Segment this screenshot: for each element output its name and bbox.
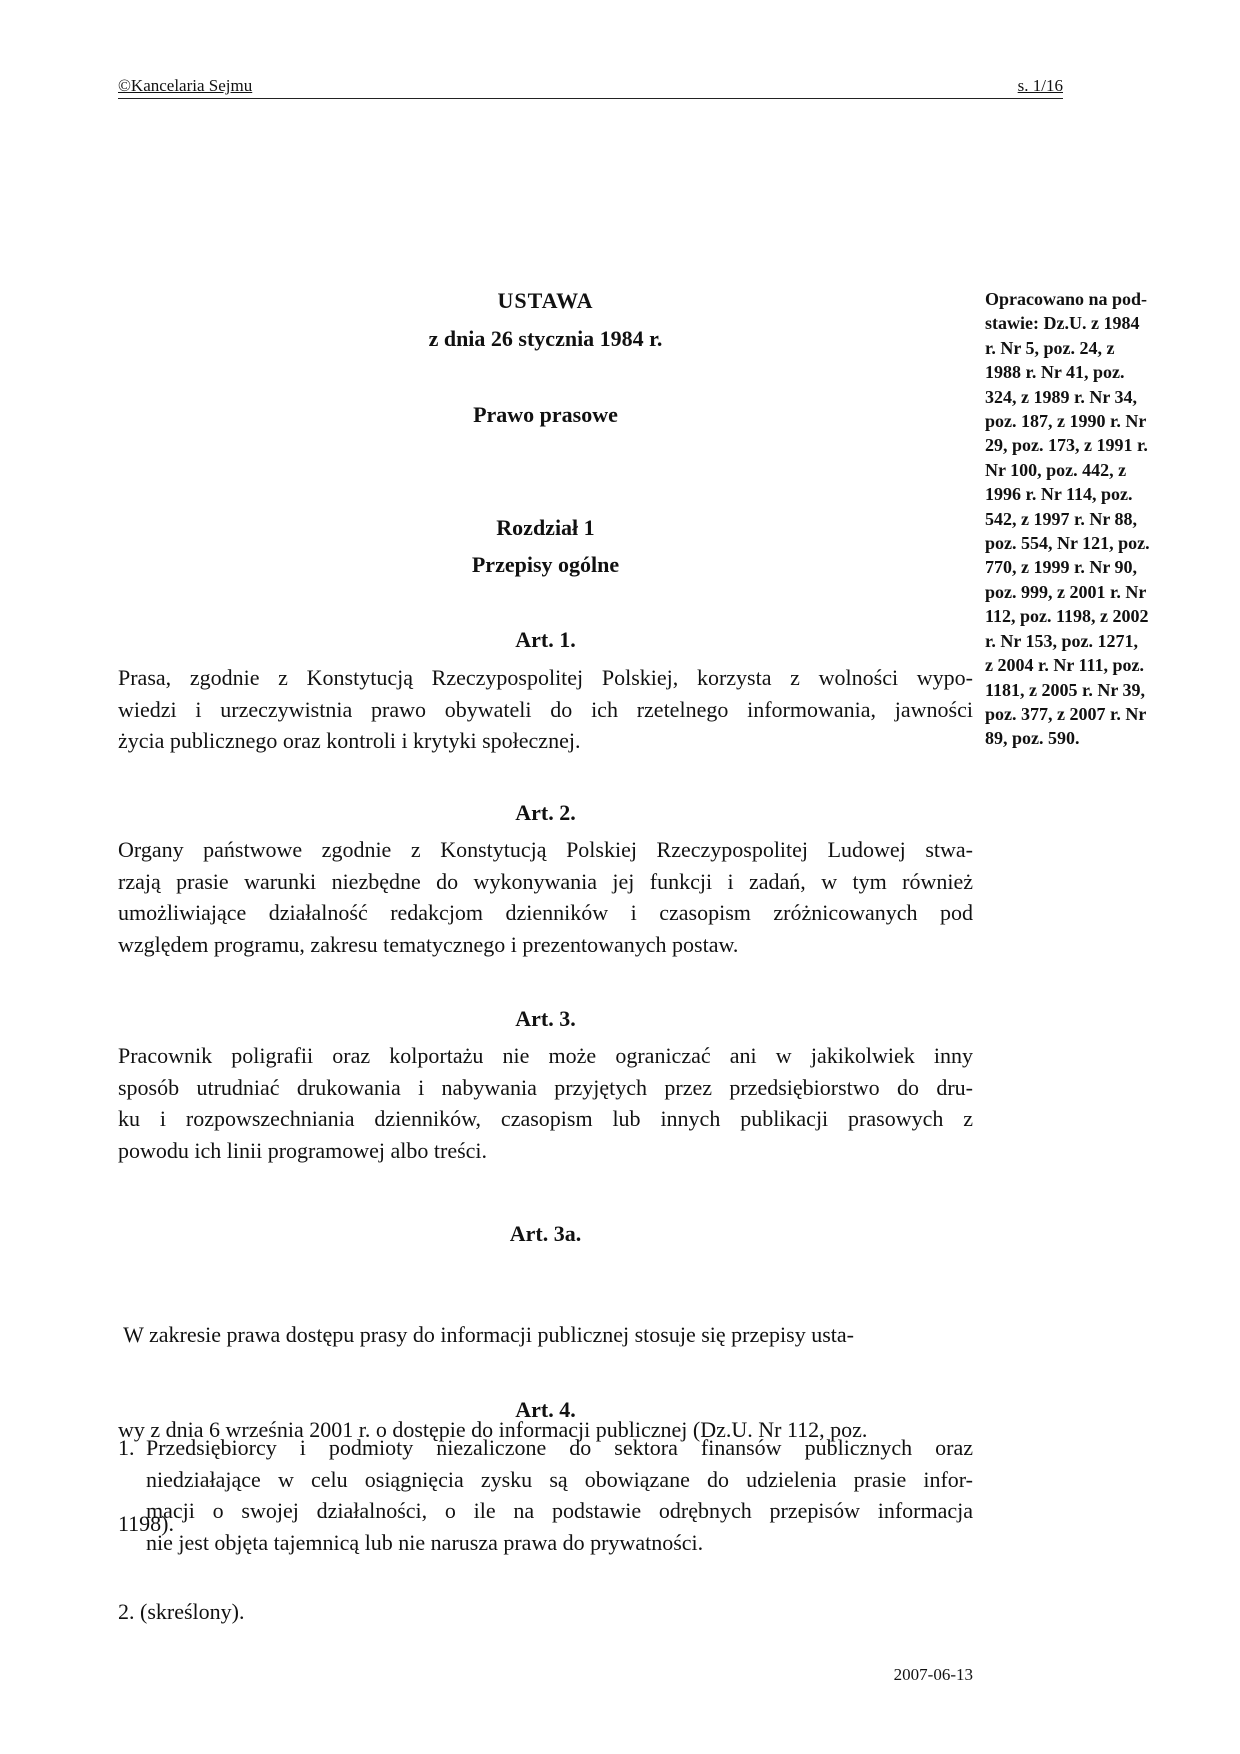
text-line: Przedsiębiorcy i podmioty niezaliczone do sektora finansów publicznych oraz (146, 1435, 973, 1460)
sidenote-line: 1988 r. Nr 41, poz. (985, 362, 1125, 383)
sidenote-line: 1996 r. Nr 114, poz. (985, 484, 1133, 505)
text-line: Organy państwowe zgodnie z Konstytucją Polskiej Rzeczypospolitej Ludowej stwa- (118, 837, 973, 862)
page-header (118, 74, 1063, 99)
page-number: s. 1/16 (1017, 76, 1063, 95)
act-date-heading: z dnia 26 stycznia 1984 r. (428, 326, 663, 351)
text-line: W zakresie prawa dostępu prasy do informacji publicznej stosuje się przepisy usta- (118, 1322, 854, 1347)
text-line: rzają prasie warunki niezbędne do wykonywania jej funkcji i zadań, w tym również (118, 868, 973, 894)
sidenote-line: 770, z 1999 r. Nr 90, (985, 557, 1137, 578)
text-line: ku i rozpowszechniania dzienników, czasopism lub innych publikacji prasowych z (118, 1106, 973, 1131)
item-number: 1. (118, 1435, 135, 1460)
text-line: Pracownik poligrafii oraz kolportażu nie może ograniczać ani w jakikolwiek inny (118, 1043, 973, 1068)
text-line: niedziałające w celu osiągnięcia zysku są obowiązane do udzielenia prasie infor- (146, 1466, 973, 1492)
text-line: nie jest objęta tajemnicą lub nie narusza prawa do prywatności. (146, 1529, 704, 1555)
article-1-text (118, 662, 973, 757)
text-line: względem programu, zakresu tematycznego i prezentowanych postaw. (118, 931, 739, 957)
article-2-heading: Art. 2. (515, 800, 576, 825)
sidenote-line: r. Nr 5, poz. 24, z (985, 337, 1115, 358)
article-3a-heading: Art. 3a. (509, 1221, 582, 1246)
sidenote-line: r. Nr 153, poz. 1271, (985, 630, 1138, 651)
source-sidenote (985, 287, 1185, 751)
sidenote-line: 29, poz. 173, z 1991 r. (985, 435, 1148, 456)
article-4-item-2: 2. (skreślony). (118, 1599, 245, 1624)
sidenote-line: 89, poz. 590. (985, 728, 1080, 749)
act-type-heading: USTAWA (497, 288, 594, 313)
sidenote-line: Opracowano na pod- (985, 289, 1148, 309)
sidenote-line: z 2004 r. Nr 111, poz. (985, 655, 1145, 676)
copyright-label: ©Kancelaria Sejmu (118, 76, 253, 95)
article-1-heading: Art. 1. (515, 627, 576, 652)
article-2-text (118, 834, 973, 960)
article-3-text (118, 1040, 973, 1166)
sidenote-line: 1181, z 2005 r. Nr 39, (985, 679, 1145, 700)
article-3-heading: Art. 3. (515, 1006, 576, 1031)
article-4-heading: Art. 4. (515, 1397, 576, 1422)
chapter-heading: Rozdział 1 (496, 515, 595, 540)
sidenote-line: stawie: Dz.U. z 1984 (985, 313, 1140, 334)
sidenote-line: poz. 999, z 2001 r. Nr (985, 581, 1147, 602)
text-line: wiedzi i urzeczywistnia prawo obywateli do ich rzetelnego informowania, jawności (118, 696, 973, 722)
sidenote-line: poz. 187, z 1990 r. Nr (985, 411, 1147, 432)
sidenote-line: poz. 554, Nr 121, poz. (985, 533, 1150, 554)
act-name-heading: Prawo prasowe (473, 402, 618, 427)
sidenote-line: Nr 100, poz. 442, z (985, 459, 1127, 480)
text-line: życia publicznego oraz kontroli i krytyki społecznej. (118, 728, 581, 753)
chapter-title-heading: Przepisy ogólne (471, 552, 620, 577)
text-line: powodu ich linii programowej albo treści. (118, 1137, 488, 1163)
sidenote-line: 542, z 1997 r. Nr 88, (985, 508, 1137, 529)
sidenote-line: 324, z 1989 r. Nr 34, (985, 386, 1137, 407)
text-line: 1198). (118, 1511, 175, 1536)
document-date: 2007-06-13 (893, 1665, 973, 1684)
text-line: Prasa, zgodnie z Konstytucją Rzeczypospolitej Polskiej, korzysta z wolności wypo- (118, 665, 973, 690)
sidenote-line: poz. 377, z 2007 r. Nr (985, 703, 1147, 724)
text-line: wy z dnia 6 września 2001 r. o dostępie do informacji publicznej (Dz.U. Nr 112, poz. (118, 1416, 868, 1442)
text-line: macji o swojej działalności, o ile na podstawie odrębnych przepisów informacja (146, 1498, 973, 1523)
text-line: sposób utrudniać drukowania i nabywania przyjętych przez przedsiębiorstwo do dru- (118, 1074, 973, 1100)
sidenote-line: 112, poz. 1198, z 2002 (985, 606, 1149, 627)
article-4-item-1 (118, 1432, 973, 1558)
text-line: umożliwiające działalność redakcjom dzienników i czasopism zróżnicowanych pod (118, 900, 973, 925)
